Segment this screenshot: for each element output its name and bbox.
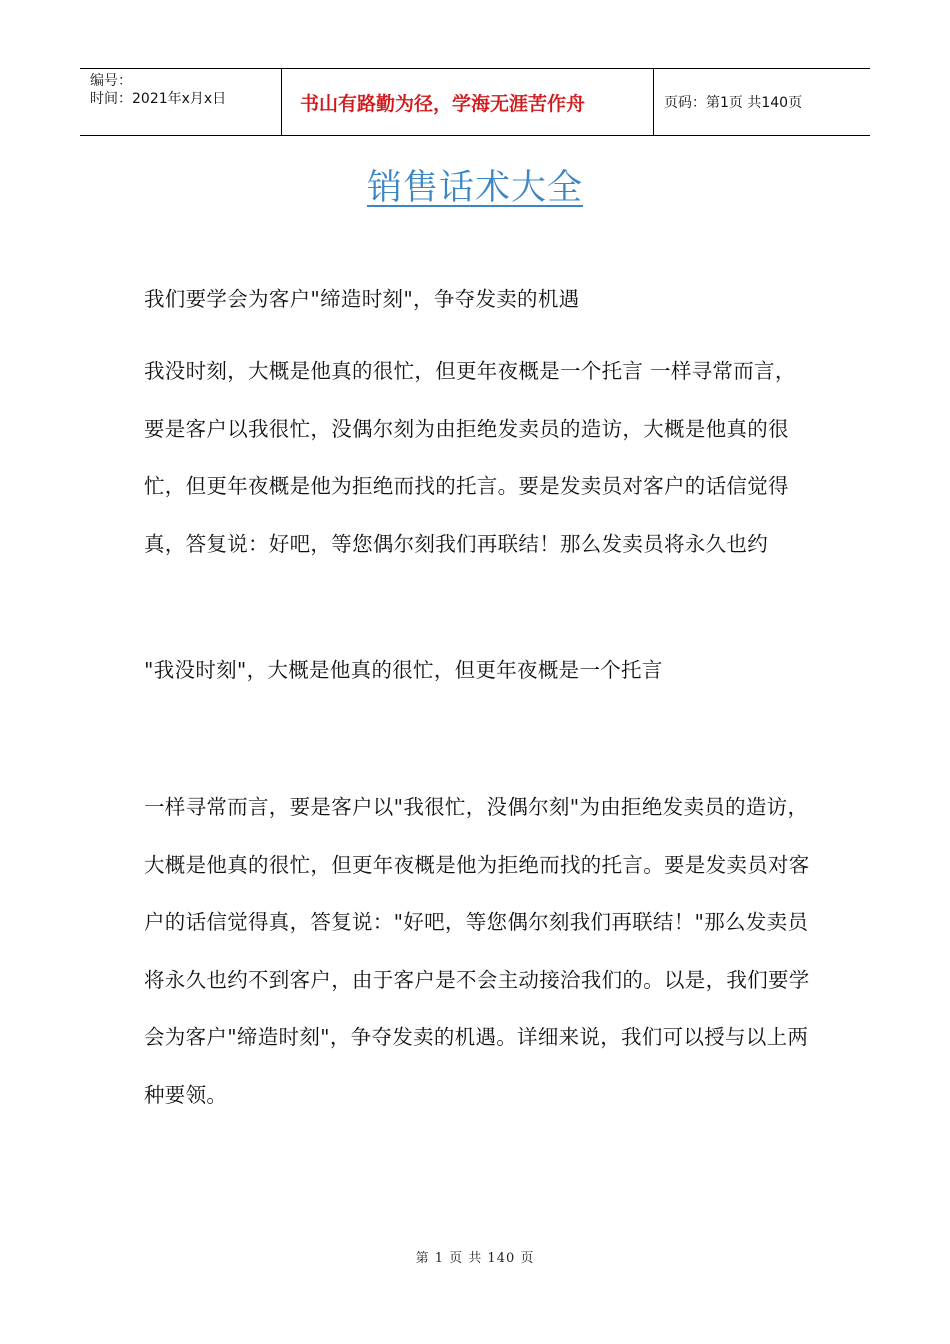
paragraph-4: 一样寻常而言，要是客户以"我很忙，没偶尔刻"为由拒绝发卖员的造访，大概是他真的很忙，但更年夜概是他为拒绝而找的托言。要是发卖员对客户的话信觉得真，答复说："好吧，等您偶尔刻我们再联结！"那么发卖员将永久也约不到客户，由于客户是不会主动接洽我们的。以是，我们要学会为客户"缔造时刻"，争夺发卖的机遇。详细来说，我们可以授与以上两种要领。 xyxy=(144,795,810,1107)
motto-text: 书山有路勤为径，学海无涯苦作舟 xyxy=(300,92,586,115)
page-footer: 第 1 页 共 140 页 xyxy=(415,1251,535,1266)
serial-number-label: 编号： xyxy=(90,73,132,89)
header-motto-cell xyxy=(282,69,654,135)
header-page-cell xyxy=(654,69,870,135)
header-table xyxy=(80,68,870,136)
paragraph-1: 我们要学会为客户"缔造时刻"，争夺发卖的机遇 xyxy=(144,287,580,311)
page-info: 页码：第1页 共140页 xyxy=(664,95,803,111)
paragraph-3: "我没时刻"，大概是他真的很忙，但更年夜概是一个托言 xyxy=(144,658,663,682)
document-title xyxy=(0,160,950,210)
paragraph-2: 我没时刻，大概是他真的很忙，但更年夜概是一个托言 一样寻常而言，要是客户以我很忙，没偶尔刻为由拒绝发卖员的造访，大概是他真的很忙，但更年夜概是他为拒绝而找的托言。要是发卖员对客户的话信觉得真，答复说：好吧，等您偶尔刻我们再联结！那么发卖员将永久也约 xyxy=(144,359,796,556)
header-meta-cell xyxy=(80,69,282,135)
date-label: 时间：2021年x月x日 xyxy=(90,91,227,107)
document-title-link[interactable]: 销售话术大全 xyxy=(366,168,583,208)
